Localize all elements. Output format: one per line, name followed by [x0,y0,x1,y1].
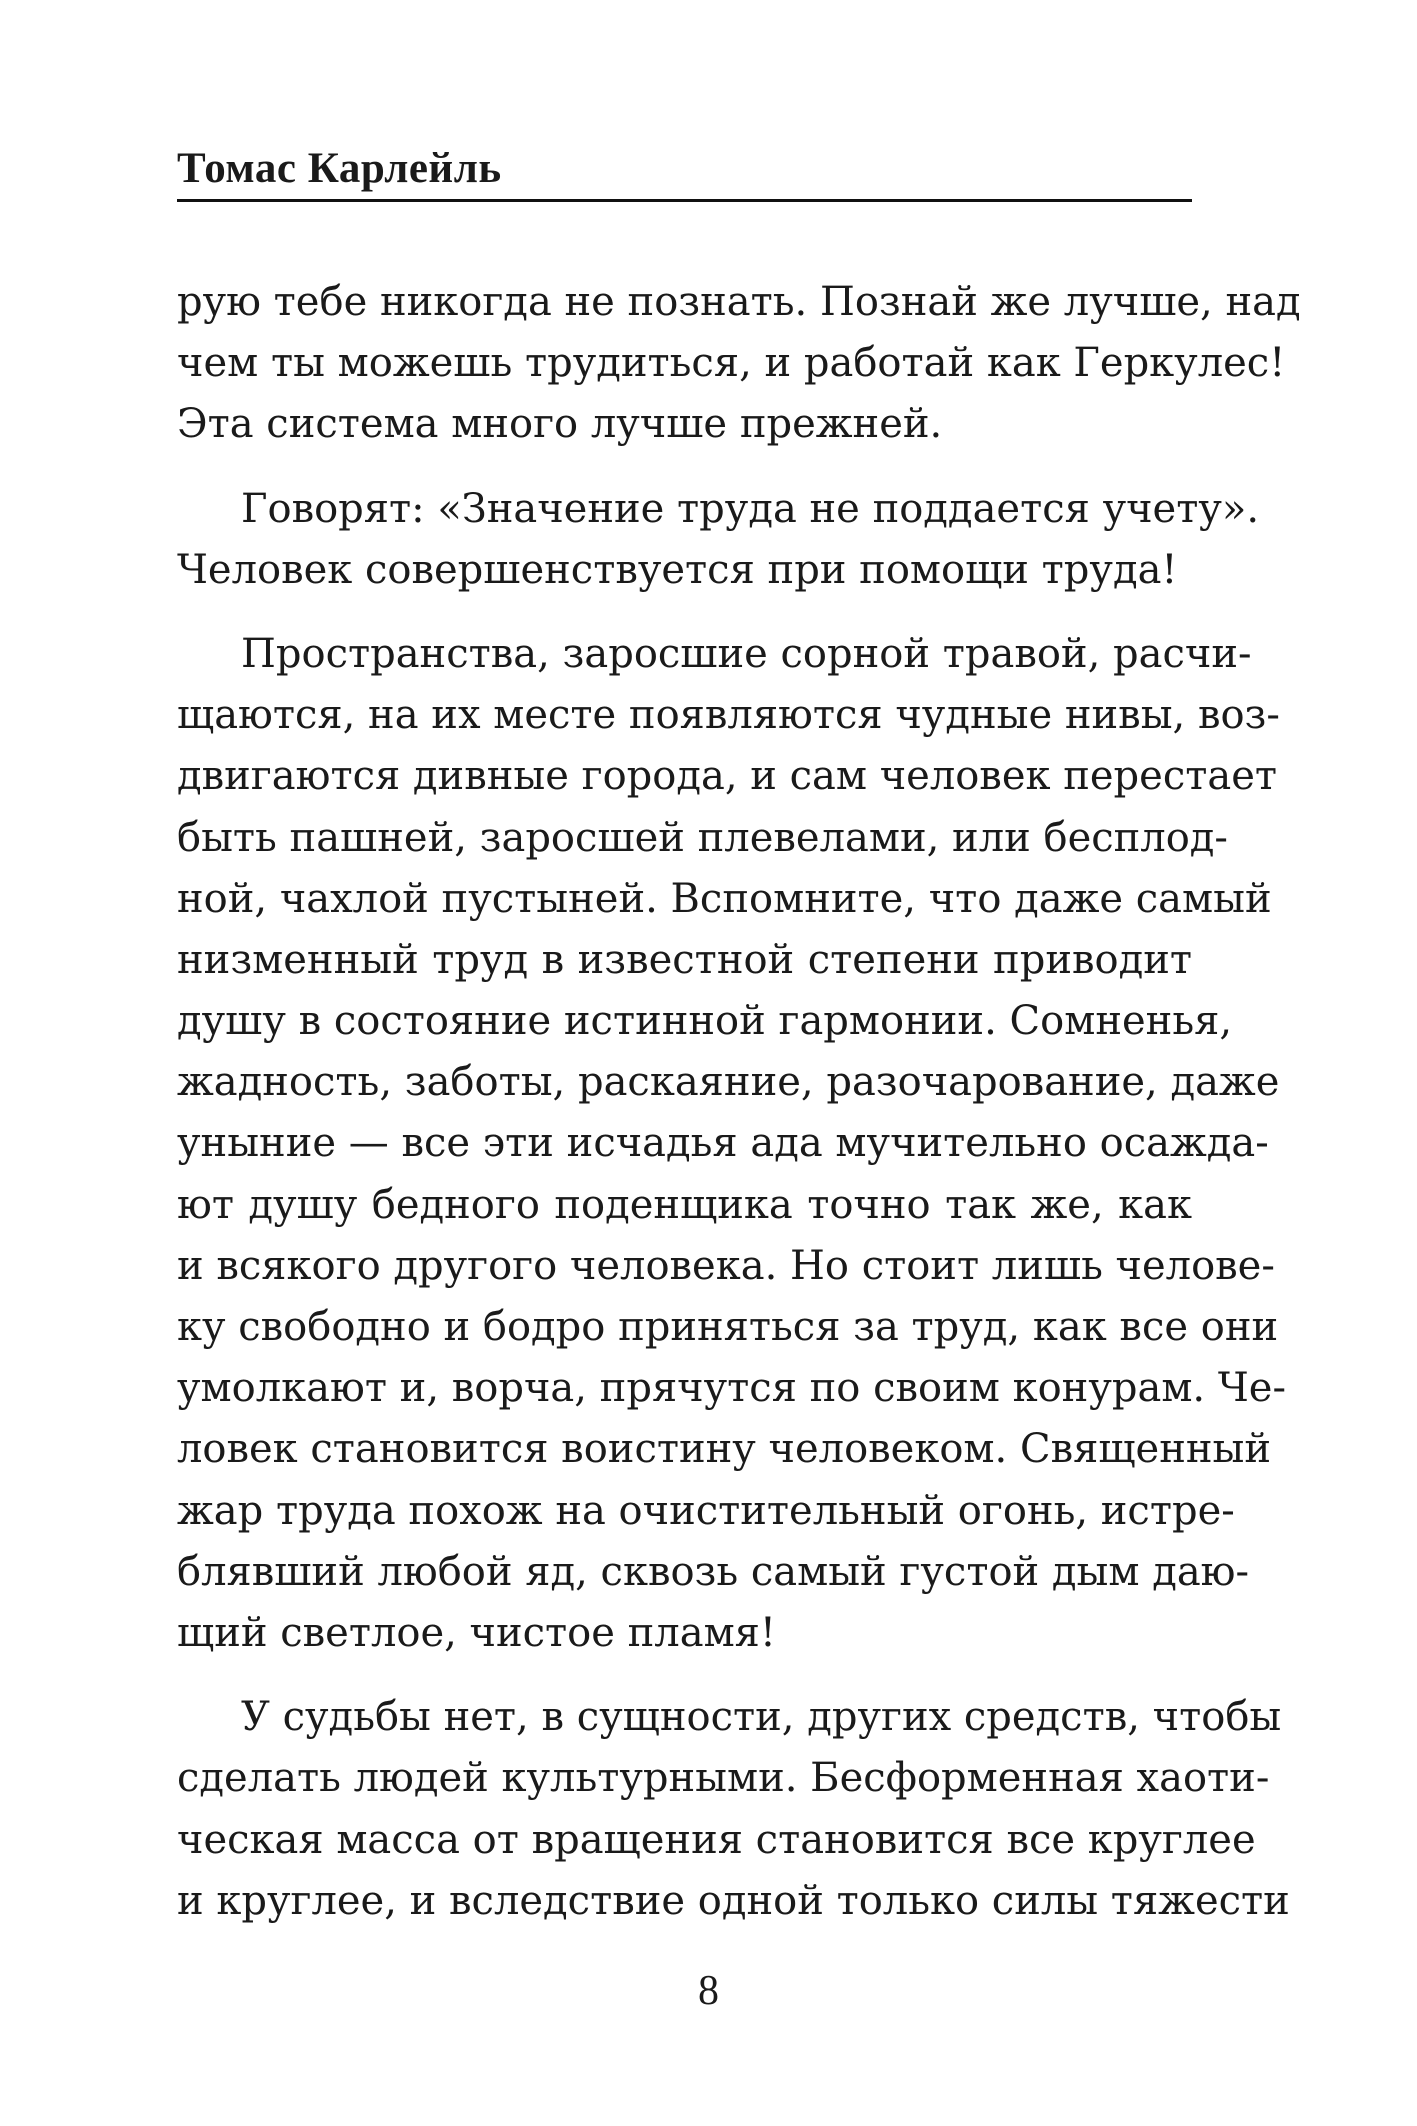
text-line: Эта система много лучше прежней. [177,401,943,448]
text-line: двигаются дивные города, и сам человек перестает [177,753,1277,800]
paragraph [177,1687,1290,1932]
running-head: Томас Карлейль [177,145,502,192]
text-line: жар труда похож на очистительный огонь, истре- [177,1487,1235,1534]
text-line: чем ты можешь трудиться, и работай как Геркулес! [177,340,1286,387]
text-line: и круглее, и вследствие одной только силы тяжести [177,1877,1290,1924]
text-line: умолкают и, ворча, прячутся по своим конурам. Че- [177,1365,1286,1412]
text-line: жадность, заботы, раскаяние, разочарование, даже [177,1059,1280,1106]
paragraph-gap [177,1664,1192,1687]
text-line: Пространства, заросшие сорной травой, расчи- [241,630,1252,677]
text-line: ют душу бедного поденщика точно так же, как [177,1181,1192,1228]
text-line: рую тебе никогда не познать. Познай же лучше, над [177,279,1301,325]
text-line: Говорят: «Значение труда не поддается учету». [241,485,1260,532]
text-line: ной, чахлой пустыней. Вспомните, что даже самый [177,875,1272,922]
text-line: быть пашней, заросшей плевелами, или бесплод- [177,814,1228,861]
text-line: ловек становится воистину человеком. Священный [177,1426,1272,1473]
paragraph [177,272,1301,456]
text-line: щаются, на их месте появляются чудные нивы, воз- [177,692,1280,739]
paragraph [177,479,1260,601]
text-line: щий светлое, чистое пламя! [177,1609,776,1656]
text-line: ку свободно и бодро приняться за труд, как все они [177,1304,1279,1350]
paragraph-gap [177,601,1192,624]
text-line: Человек совершенствуется при помощи труда! [177,546,1178,593]
text-line: ческая масса от вращения становится все круглее [177,1816,1256,1863]
text-line: У судьбы нет, в сущности, других средств, чтобы [241,1694,1282,1741]
paragraph-gap [177,456,1192,479]
header-rule [177,199,1192,202]
body-text [177,272,1301,1932]
page-number: 8 [698,1968,719,2014]
paragraph [177,624,1286,1664]
text-line: блявший любой яд, сквозь самый густой дым даю- [177,1548,1250,1595]
text-line: уныние — все эти исчадья ада мучительно осажда- [177,1120,1269,1167]
text-line: сделать людей культурными. Бесформенная хаоти- [177,1755,1270,1802]
text-line: низменный труд в известной степени приводит [177,936,1192,983]
text-line: душу в состояние истинной гармонии. Сомненья, [177,998,1233,1045]
text-line: и всякого другого человека. Но стоит лишь челове- [177,1242,1275,1289]
